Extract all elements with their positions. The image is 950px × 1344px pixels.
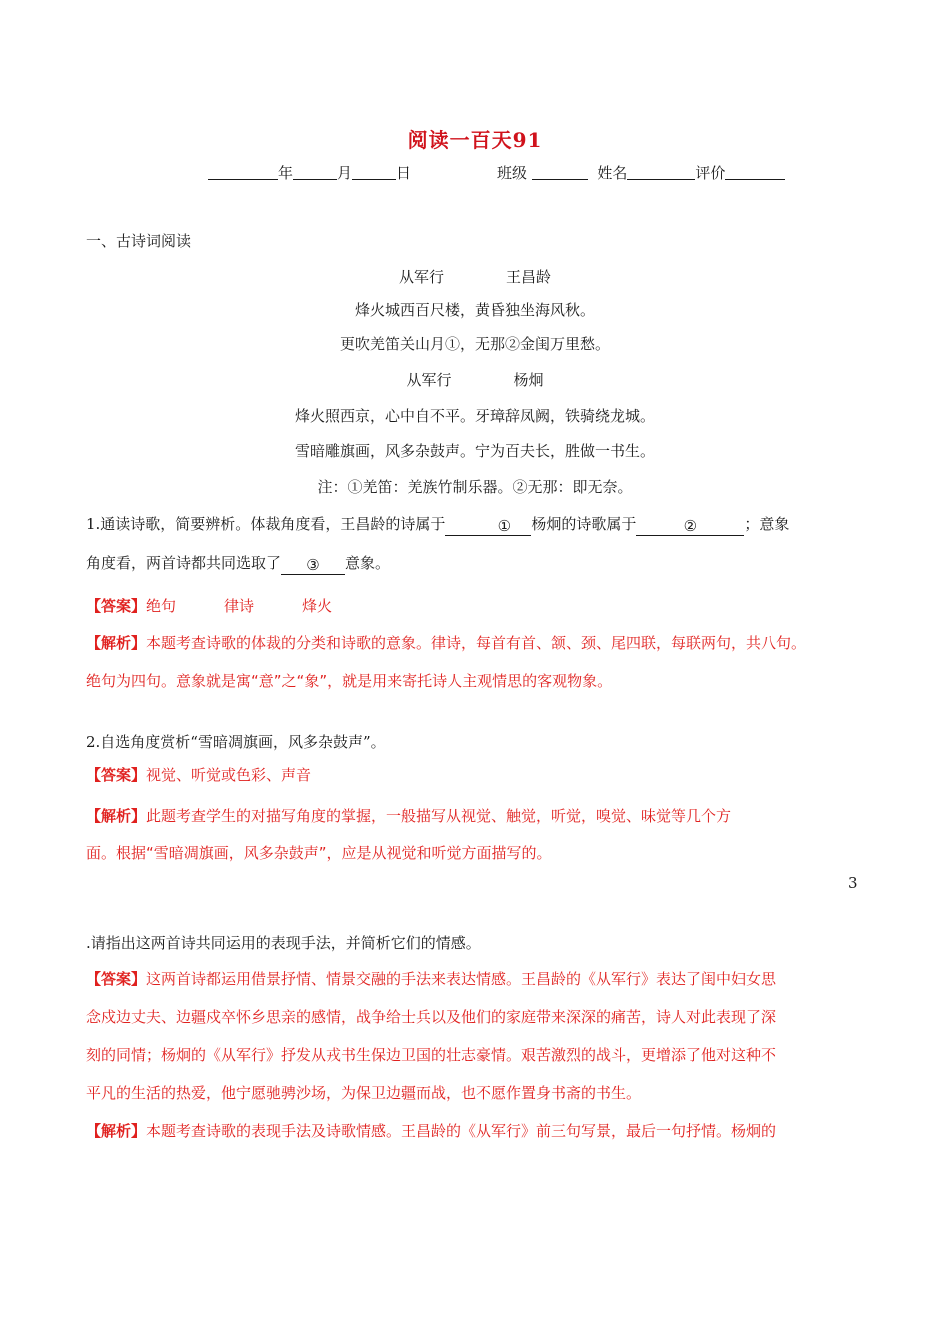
q2-answer: [86, 764, 311, 785]
q3-analysis-text1: 本题考查诗歌的表现手法及诗歌情感。王昌龄的《从军行》前三句写景，最后一句抒情。杨炯的: [146, 1122, 777, 1140]
poem2-line1: 烽火照西京，心中自不平。牙璋辞凤阙，铁骑绕龙城。: [294, 407, 655, 425]
q1-text-a: 1.通读诗歌，简要辨析。体裁角度看，王昌龄的诗属于: [86, 515, 446, 533]
class-label: 班级: [497, 164, 528, 182]
q3-analysis-line1: [86, 1120, 776, 1141]
q1-line2: [86, 552, 390, 575]
q1-text-e: 意象。: [345, 554, 391, 572]
q3-answer-tag: 【答案】: [86, 970, 147, 988]
poem1-line2: 更吹羌笛关山月①，无那②金闺万里愁。: [339, 335, 610, 353]
page-title: 阅读一百天91: [407, 128, 543, 152]
q3-answer-line1: [86, 968, 776, 989]
day-label: 日: [396, 164, 412, 182]
name-blank[interactable]: [627, 163, 695, 180]
q1-analysis-text1: 本题考查诗歌的体裁的分类和诗歌的意象。律诗，每首有首、颔、颈、尾四联，每联两句，共八句。: [146, 634, 807, 652]
q2-question: 2.自选角度赏析“雪暗凋旗画，风多杂鼓声”。: [86, 733, 386, 751]
q1-blank3[interactable]: [281, 556, 345, 575]
q1-text-b: 杨炯的诗歌属于: [531, 515, 637, 533]
q3-question: .请指出这两首诗共同运用的表现手法，并简析它们的情感。: [86, 934, 481, 952]
page-number: 3: [848, 874, 858, 892]
q1-text-c: ；意象: [744, 515, 790, 533]
day-blank[interactable]: [352, 163, 396, 180]
q2-analysis-tag: 【解析】: [86, 807, 147, 825]
poem1-author: 王昌龄: [506, 268, 552, 286]
info-line: [497, 162, 785, 183]
q2-analysis-line2: 面。根据“雪暗凋旗画，风多杂鼓声”，应是从视觉和听觉方面描写的。: [86, 844, 552, 862]
year-label: 年: [278, 164, 294, 182]
q1-text-d: 角度看，两首诗都共同选取了: [86, 554, 282, 572]
poem-note: 注：①羌笛：羌族竹制乐器。②无那：即无奈。: [317, 478, 633, 496]
poem1-heading: [0, 266, 950, 287]
q3-answer-line4: 平凡的生活的热爱，他宁愿驰骋沙场，为保卫边疆而战，也不愿作置身书斋的书生。: [86, 1084, 642, 1102]
q1-answer: [86, 595, 332, 616]
q1-analysis-tag: 【解析】: [86, 634, 147, 652]
eval-blank[interactable]: [725, 163, 785, 180]
q2-answer-text: 视觉、听觉或色彩、声音: [146, 766, 312, 784]
poem2-heading: [0, 369, 950, 390]
q1-answer-tag: 【答案】: [86, 597, 147, 615]
section-heading: 一、古诗词阅读: [86, 232, 192, 250]
q2-answer-tag: 【答案】: [86, 766, 147, 784]
q1-blank2[interactable]: [636, 517, 744, 536]
q1-answer-3: 烽火: [302, 597, 333, 615]
q3-answer-line2: 念戍边丈夫、边疆戍卒怀乡思亲的感情，战争给士兵以及他们的家庭带来深深的痛苦，诗人对此表现了深: [86, 1008, 777, 1026]
poem2-line2: 雪暗雕旗画，风多杂鼓声。宁为百夫长，胜做一书生。: [294, 442, 655, 460]
month-label: 月: [337, 164, 353, 182]
q1-blank1-num: ①: [497, 517, 512, 535]
poem1-line1: 烽火城西百尺楼，黄昏独坐海风秋。: [354, 301, 595, 319]
q1-blank2-num: ②: [683, 517, 698, 535]
name-label: 姓名: [597, 164, 628, 182]
q2-analysis-text1: 此题考查学生的对描写角度的掌握，一般描写从视觉、触觉，听觉，嗅觉、味觉等几个方: [146, 807, 732, 825]
eval-label: 评价: [695, 164, 726, 182]
q1-analysis-line2: 绝句为四句。意象就是寓“意”之“象”，就是用来寄托诗人主观情思的客观物象。: [86, 672, 613, 690]
q1-blank3-num: ③: [306, 556, 320, 574]
q1-line1: [86, 513, 789, 536]
q3-answer-line3: 刻的同情；杨炯的《从军行》抒发从戎书生保边卫国的壮志豪情。艰苦激烈的战斗，更增添了他对这种不: [86, 1046, 777, 1064]
q1-analysis-line1: [86, 632, 806, 653]
poem2-title: 从军行: [406, 371, 452, 389]
q1-answer-1: 绝句: [146, 597, 177, 615]
q3-analysis-tag: 【解析】: [86, 1122, 147, 1140]
poem2-author: 杨炯: [513, 371, 544, 389]
date-line: [208, 162, 411, 183]
class-blank[interactable]: [532, 163, 588, 180]
poem1-title: 从军行: [398, 268, 444, 286]
q3-answer-text1: 这两首诗都运用借景抒情、情景交融的手法来表达情感。王昌龄的《从军行》表达了闺中妇女思: [146, 970, 777, 988]
q1-blank1[interactable]: [445, 517, 531, 536]
q1-answer-2: 律诗: [224, 597, 255, 615]
year-blank[interactable]: [208, 163, 278, 180]
month-blank[interactable]: [293, 163, 337, 180]
q2-analysis-line1: [86, 805, 731, 826]
